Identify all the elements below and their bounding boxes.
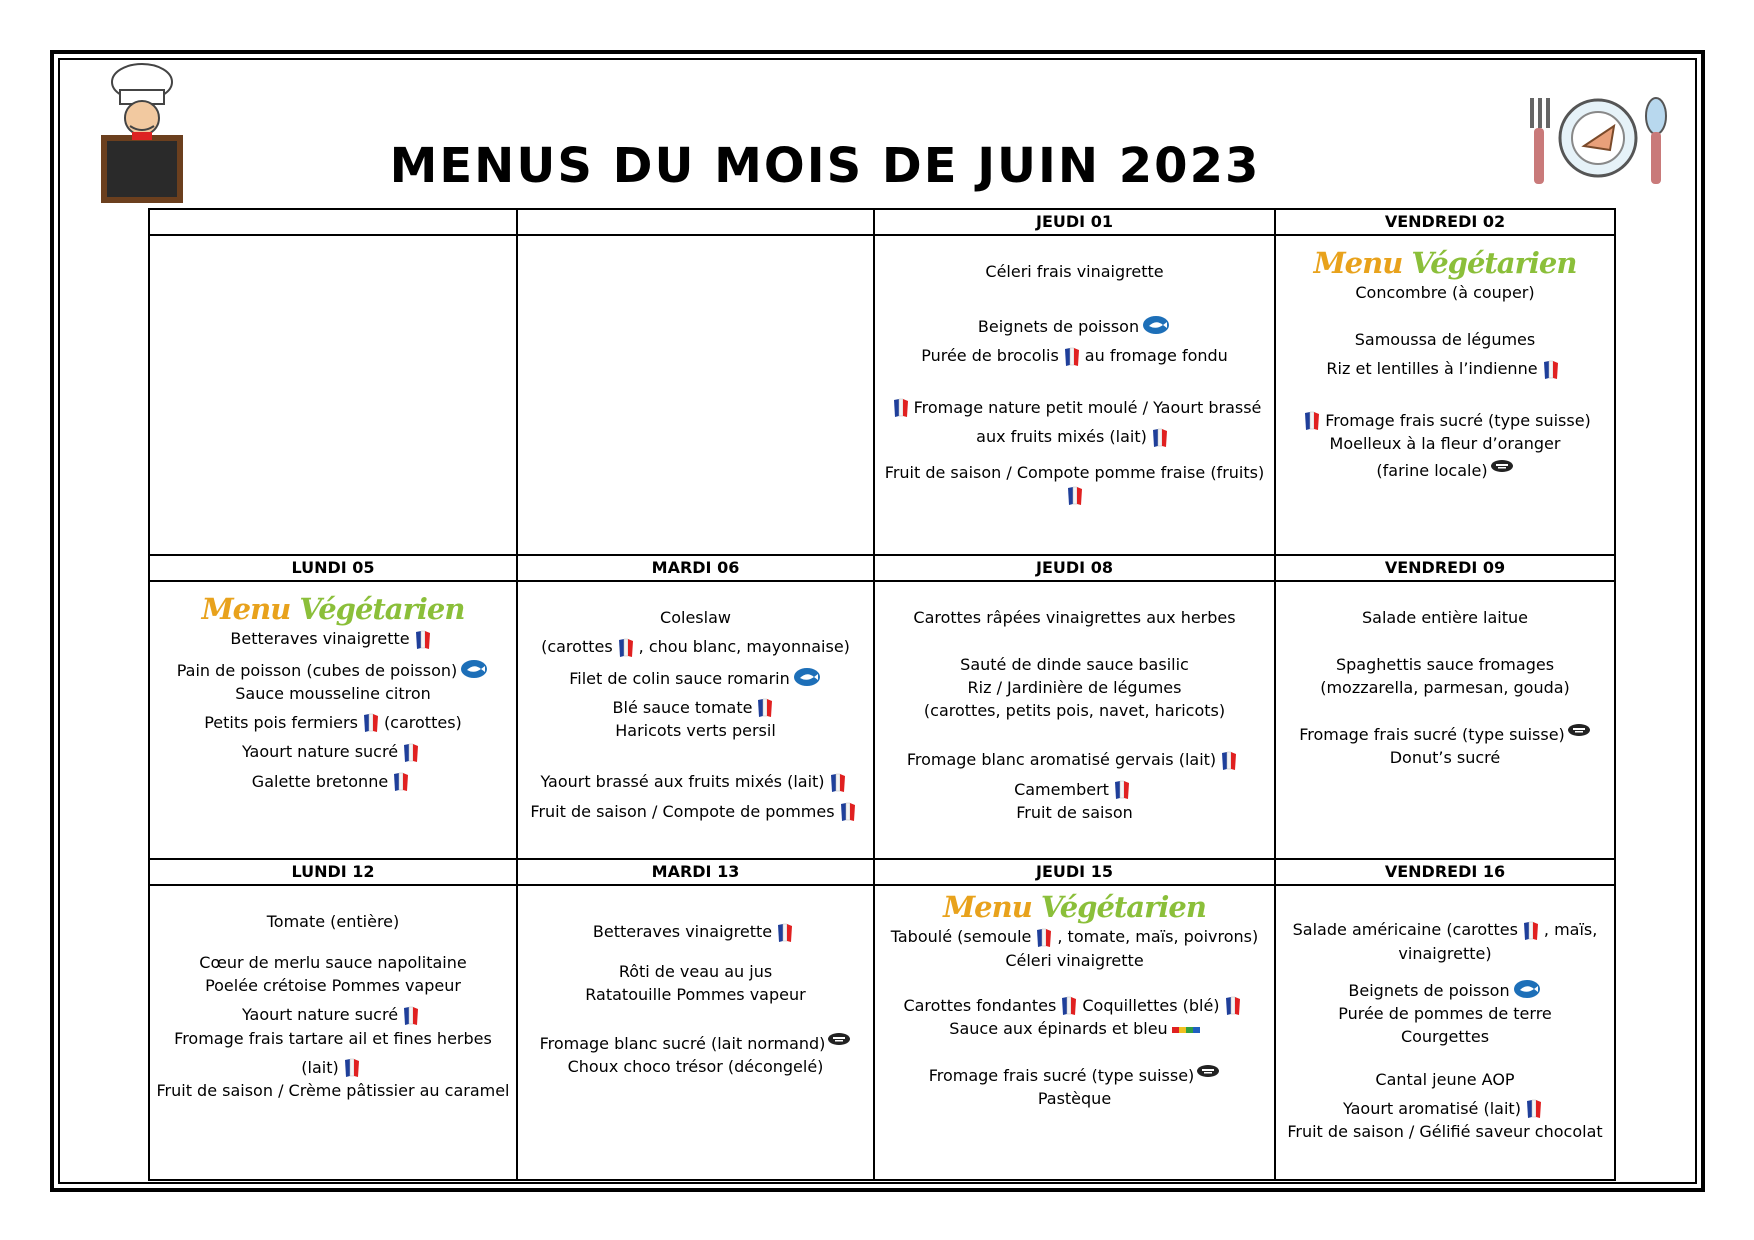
day-header: JEUDI 08 [874,555,1275,581]
menu-item: Riz / Jardinière de légumes [967,678,1182,697]
menu-item: Carottes fondantes Coquillettes (blé) [881,994,1268,1018]
menu-item: Betteraves vinaigrette [524,920,867,944]
sustainable-fish-icon [459,659,489,679]
france-flag-icon [400,742,422,764]
empty-day-cell [517,235,874,555]
menu-item: Fromage nature petit moulé / Yaourt brassé [881,396,1268,420]
france-flag-icon [1301,410,1323,432]
page-title: MENUS DU MOIS DE JUIN 2023 [389,138,1261,194]
menu-item: Blé sauce tomate [524,696,867,720]
france-flag-icon [1222,995,1244,1017]
label-badge-icon [1196,1064,1220,1078]
france-flag-icon [1540,359,1562,381]
menu-item: Fromage frais tartare ail et fines herbes [174,1028,492,1048]
week-header-row [149,555,1615,581]
multicolor-label-icon [1172,1025,1200,1035]
vegetarian-menu-logo: Menu Végétarien [201,592,465,626]
chef-menu-icon [82,60,202,210]
france-flag-icon [1064,485,1086,507]
label-badge-icon [1567,723,1591,737]
day-header: VENDREDI 02 [1275,209,1615,235]
menu-item: Sauce aux épinards et bleu [881,1017,1268,1040]
menu-item: Fruit de saison / Crème pâtissier au caramel [156,1081,510,1100]
day-menu-cell [874,235,1275,555]
menu-item: Taboulé (semoule , tomate, maïs, poivrons) [881,925,1268,949]
empty-day-cell [149,235,517,555]
france-flag-icon [890,397,912,419]
menu-item: Samoussa de légumes [1354,330,1536,349]
france-flag-icon [1218,750,1240,772]
menu-item: Céleri vinaigrette [1005,950,1144,970]
menu-item: Sauce mousseline citron [235,683,431,703]
menu-item: Fromage frais sucré (type suisse) [1282,723,1608,746]
france-flag-icon [1058,995,1080,1017]
france-flag-icon [1149,427,1171,449]
sustainable-fish-icon [1512,979,1542,999]
day-menu-cell [1275,235,1615,555]
menu-item: Petits pois fermiers (carottes) [156,711,510,735]
menu-item: Purée de pommes de terre [1338,1003,1552,1023]
menu-item: (carottes , chou blanc, mayonnaise) [524,635,867,659]
menu-item: Beignets de poisson [1282,979,1608,1002]
menu-item: Choux choco trésor (décongelé) [567,1056,824,1076]
france-flag-icon [615,637,637,659]
menu-item: Spaghettis sauce fromages [1335,655,1555,674]
menu-item: Camembert [881,778,1268,802]
france-flag-icon [1061,346,1083,368]
menu-item: Poelée crétoise Pommes vapeur [205,976,461,995]
france-flag-icon [390,771,412,793]
menu-item: Fromage frais sucré (type suisse) [881,1064,1268,1087]
day-header: VENDREDI 16 [1275,859,1615,885]
menu-item: Beignets de poisson [881,315,1268,338]
france-flag-icon [1520,920,1542,942]
menu-item: Fromage blanc sucré (lait normand) [524,1032,867,1055]
menu-item: Rôti de veau au jus [618,961,773,981]
menu-item: (mozzarella, parmesan, gouda) [1320,678,1570,697]
day-menu-cell [1275,581,1615,859]
day-header: MARDI 13 [517,859,874,885]
day-header: MARDI 06 [517,555,874,581]
menu-item: Donut’s sucré [1389,748,1501,767]
france-flag-icon [827,772,849,794]
france-flag-icon [360,712,382,734]
menu-item: Yaourt aromatisé (lait) [1282,1097,1608,1121]
menu-item: Coleslaw [660,608,731,627]
menu-item: Cœur de merlu sauce napolitaine [199,953,467,972]
menu-item: Riz et lentilles à l’indienne [1282,357,1608,381]
menu-item: (lait) [156,1056,510,1080]
day-header [149,209,517,235]
day-header: LUNDI 05 [149,555,517,581]
menu-item: Céleri frais vinaigrette [985,262,1164,281]
day-header: JEUDI 15 [874,859,1275,885]
menu-table [148,208,1616,1181]
day-menu-cell [1275,885,1615,1180]
menu-item: Betteraves vinaigrette [156,627,510,651]
menu-item: Haricots verts persil [615,721,776,740]
menu-item: Fruit de saison / Gélifié saveur chocolat [1287,1122,1603,1141]
menu-item: Tomate (entière) [266,912,400,931]
week-menu-row [149,885,1615,1180]
sustainable-fish-icon [792,667,822,687]
menu-item: Carottes râpées vinaigrettes aux herbes [913,608,1236,627]
menu-item: Purée de brocolis au fromage fondu [881,344,1268,368]
day-menu-cell [874,885,1275,1180]
menu-item: Salade entière laitue [1362,608,1528,627]
menu-item: Fruit de saison / Compote pomme fraise (fruits) [884,462,1265,482]
menu-item: aux fruits mixés (lait) [881,425,1268,449]
menu-item: Fromage blanc aromatisé gervais (lait) [881,748,1268,772]
menu-item: (carottes, petits pois, navet, haricots) [923,701,1226,720]
menu-item: Pain de poisson (cubes de poisson) [156,659,510,682]
day-header: LUNDI 12 [149,859,517,885]
label-badge-icon [827,1032,851,1046]
france-flag-icon [341,1057,363,1079]
day-menu-cell [149,581,517,859]
week-menu-row [149,581,1615,859]
menu-item: Cantal jeune AOP [1375,1069,1515,1089]
menu-item: Pastèque [1037,1089,1112,1108]
menu-item: Sauté de dinde sauce basilic [960,655,1189,674]
day-header: JEUDI 01 [874,209,1275,235]
week-header-row [149,209,1615,235]
menu-item: Fruit de saison / Compote de pommes [524,800,867,824]
france-flag-icon [774,922,796,944]
day-header [517,209,874,235]
menu-item: (farine locale) [1282,459,1608,482]
france-flag-icon [754,697,776,719]
france-flag-icon [400,1005,422,1027]
menu-item: Concombre (à couper) [1355,283,1535,302]
menu-item: Yaourt nature sucré [156,740,510,764]
week-header-row [149,859,1615,885]
day-menu-cell [874,581,1275,859]
menu-item: Ratatouille Pommes vapeur [585,984,806,1004]
france-flag-icon [1111,779,1133,801]
sustainable-fish-icon [1141,315,1171,335]
menu-item: Salade américaine (carottes , maïs, [1282,918,1608,942]
france-flag-icon [412,629,434,651]
menu-item: Galette bretonne [156,770,510,794]
menu-item: Yaourt nature sucré [156,1003,510,1027]
france-flag-icon [837,801,859,823]
day-header: VENDREDI 09 [1275,555,1615,581]
plate-cutlery-icon [1518,88,1678,188]
day-menu-cell [517,885,874,1180]
day-menu-cell [149,885,517,1180]
vegetarian-menu-logo: Menu Végétarien [943,890,1206,924]
label-badge-icon [1490,459,1514,473]
menu-item: Moelleux à la fleur d’oranger [1329,434,1561,453]
france-flag-icon [1523,1098,1545,1120]
france-flag-icon [1033,927,1055,949]
vegetarian-menu-logo: Menu Végétarien [1313,246,1577,280]
menu-item: Fromage frais sucré (type suisse) [1282,409,1608,433]
menu-item: Fruit de saison [1016,803,1133,822]
week-menu-row [149,235,1615,555]
day-menu-cell [517,581,874,859]
menu-item: Filet de colin sauce romarin [524,667,867,690]
menu-item-flag [881,484,1268,508]
menu-item: Yaourt brassé aux fruits mixés (lait) [524,770,867,794]
menu-item: vinaigrette) [1398,943,1492,963]
menu-item: Courgettes [1400,1026,1490,1046]
